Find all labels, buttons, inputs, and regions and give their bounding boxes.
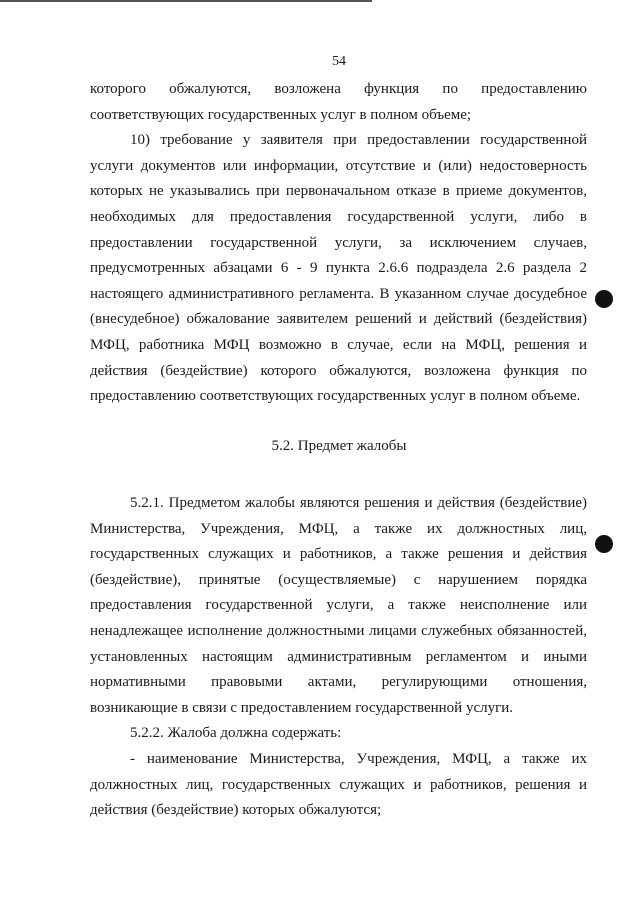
body-text-bottom: [90, 491, 587, 824]
paragraph-item-10: 10) требование у заявителя при предоставлении государственной услуги документов или информации, отсутствие и (или) недостоверность которых не указывались при первоначальном отказе в приеме документов, необходимых для предоставления государственной услуги, либо в предоставлении государственной услуги, за исключением случаев, предусмотренных абзацами 6 - 9 пункта 2.6.6 подраздела 2.6 раздела 2 настоящего административного регламента. В указанном случае досудебное (внесудебное) обжалование заявителем решений и действий (бездействия) МФЦ, работника МФЦ возможно в случае, если на МФЦ, решения и действия (бездействие) которого обжалуются, возложена функция по предоставлению соответствующих государственных услуг в полном объеме.: [90, 132, 587, 405]
section-heading: 5.2. Предмет жалобы: [271, 438, 407, 454]
paragraph-continuation: которого обжалуются, возложена функция по предоставлению соответствующих государственных услуг в полном объеме;: [90, 81, 587, 123]
paragraph-5-2-1: 5.2.1. Предметом жалобы являются решения и действия (бездействие) Министерства, Учреждения, МФЦ, а также их должностных лиц, государственных служащих и работников, а также решения и действия (бездействие), принятые (осуществляемые) с нарушением порядка предоставления государственной услуги, а также неисполнение или ненадлежащее исполнение должностными лицами служебных обязанностей, установленных настоящим административным регламентом и иными нормативными правовыми актами, регулирующими отношения, возникающие в связи с предоставлением государственной услуги.: [90, 495, 587, 716]
list-item: - наименование Министерства, Учреждения, МФЦ, а также их должностных лиц, государственных служащих и работников, решения и действия (бездействие) которых обжалуются;: [90, 750, 587, 819]
page-number: 54: [332, 54, 346, 69]
punch-hole-mark: [595, 535, 613, 553]
paragraph-5-2-2: 5.2.2. Жалоба должна содержать:: [130, 725, 342, 742]
punch-hole-mark: [595, 290, 613, 308]
body-text-top: [90, 77, 587, 410]
top-border-line: [0, 0, 372, 2]
